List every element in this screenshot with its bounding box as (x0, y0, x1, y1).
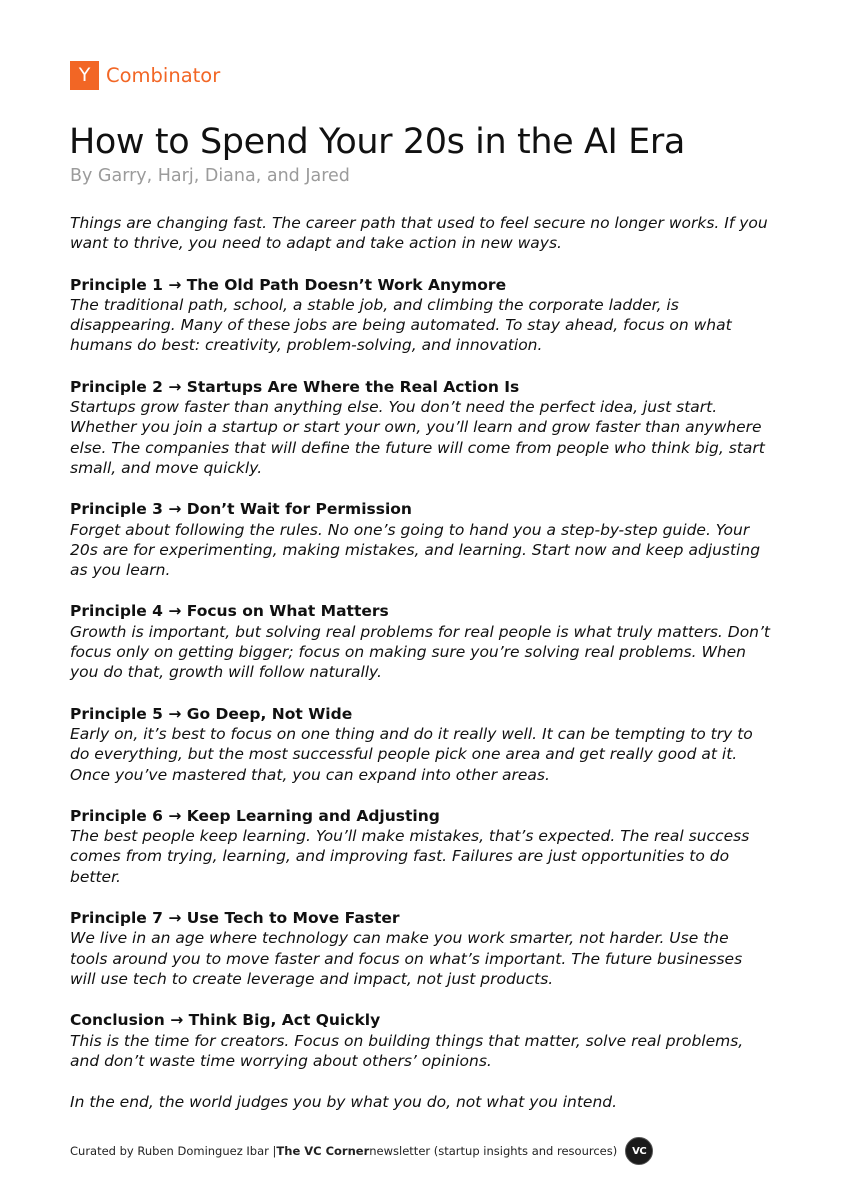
conclusion-heading: Conclusion → Think Big, Act Quickly (70, 1011, 381, 1030)
principle-6-heading: Principle 6 → Keep Learning and Adjusting (70, 806, 440, 825)
footer-curated: Curated by Ruben Dominguez Ibar | (70, 1144, 277, 1158)
footer-description: newsletter (startup insights and resources) (369, 1144, 618, 1158)
principle-1-section (70, 275, 770, 356)
principle-5-section (70, 704, 770, 785)
principle-2-section (70, 377, 770, 478)
yc-logo-wordmark: Combinator (106, 64, 221, 87)
footer-brand: The VC Corner (276, 1144, 370, 1158)
principle-2-heading: Principle 2 → Startups Are Where the Real Action Is (70, 377, 520, 396)
principle-3-heading: Principle 3 → Don’t Wait for Permission (70, 500, 412, 519)
byline: By Garry, Harj, Diana, and Jared (70, 166, 350, 186)
vc-corner-badge-icon: VC (625, 1137, 653, 1165)
document-title: How to Spend Your 20s in the AI Era (69, 122, 685, 162)
principle-4-section (70, 601, 770, 682)
principle-1-body: The traditional path, school, a stable job, and climbing the corporate ladder, is disappearing. Many of these jobs are being automated. To stay ahead, focus on what humans do best: creativity, problem-solving, and innovation. (70, 295, 732, 355)
yc-logo-mark: Y (70, 61, 99, 90)
principle-1-heading: Principle 1 → The Old Path Doesn’t Work Anymore (70, 275, 507, 294)
conclusion-body: This is the time for creators. Focus on building things that matter, solve real problems, and don’t waste time worrying about others’ opinions. (70, 1031, 744, 1070)
yc-logo (70, 61, 220, 90)
closing-line: In the end, the world judges you by what you do, not what you intend. (70, 1093, 618, 1112)
principle-5-heading: Principle 5 → Go Deep, Not Wide (70, 704, 353, 723)
principle-4-heading: Principle 4 → Focus on What Matters (70, 602, 389, 621)
conclusion-section (70, 1010, 770, 1071)
principle-6-section (70, 806, 770, 887)
principle-4-body: Growth is important, but solving real problems for real people is what truly matters. Don’t focus only on getting bigger; focus on making sure you’re solving real problems. When you do that, growth will follow naturally. (70, 622, 771, 682)
principle-7-heading: Principle 7 → Use Tech to Move Faster (70, 909, 400, 928)
principle-6-body: The best people keep learning. You’ll make mistakes, that’s expected. The real success comes from trying, learning, and improving fast. Failures are just opportunities to do better. (70, 827, 750, 886)
principle-7-body: We live in an age where technology can make you work smarter, not harder. Use the tools around you to move faster and focus on what’s important. The future businesses will use tech to create leverage and impact, not just products. (70, 929, 743, 988)
principle-7-section (70, 908, 770, 989)
document-body (70, 213, 770, 1112)
principle-3-section (70, 499, 770, 580)
principle-5-body: Early on, it’s best to focus on one thing and do it really well. It can be tempting to try to do everything, but the most successful people pick one area and get really good at it. Once you’ve mastered that, you can expand into other areas. (70, 724, 753, 784)
principle-3-body: Forget about following the rules. No one’s going to hand you a step-by-step guide. Your 20s are for experimenting, making mistakes, and learning. Start now and keep adjusting as you learn. (70, 520, 761, 580)
intro-paragraph: Things are changing fast. The career path that used to feel secure no longer works. If you want to thrive, you need to adapt and take action in new ways. (70, 214, 768, 253)
principle-2-body: Startups grow faster than anything else. You don’t need the perfect idea, just start. Whether you join a startup or start your own, you’ll learn and grow faster than anywhere else. The companies that will define the future will come from people who think big, start small, and move quickly. (70, 398, 765, 477)
footer (70, 1136, 653, 1166)
